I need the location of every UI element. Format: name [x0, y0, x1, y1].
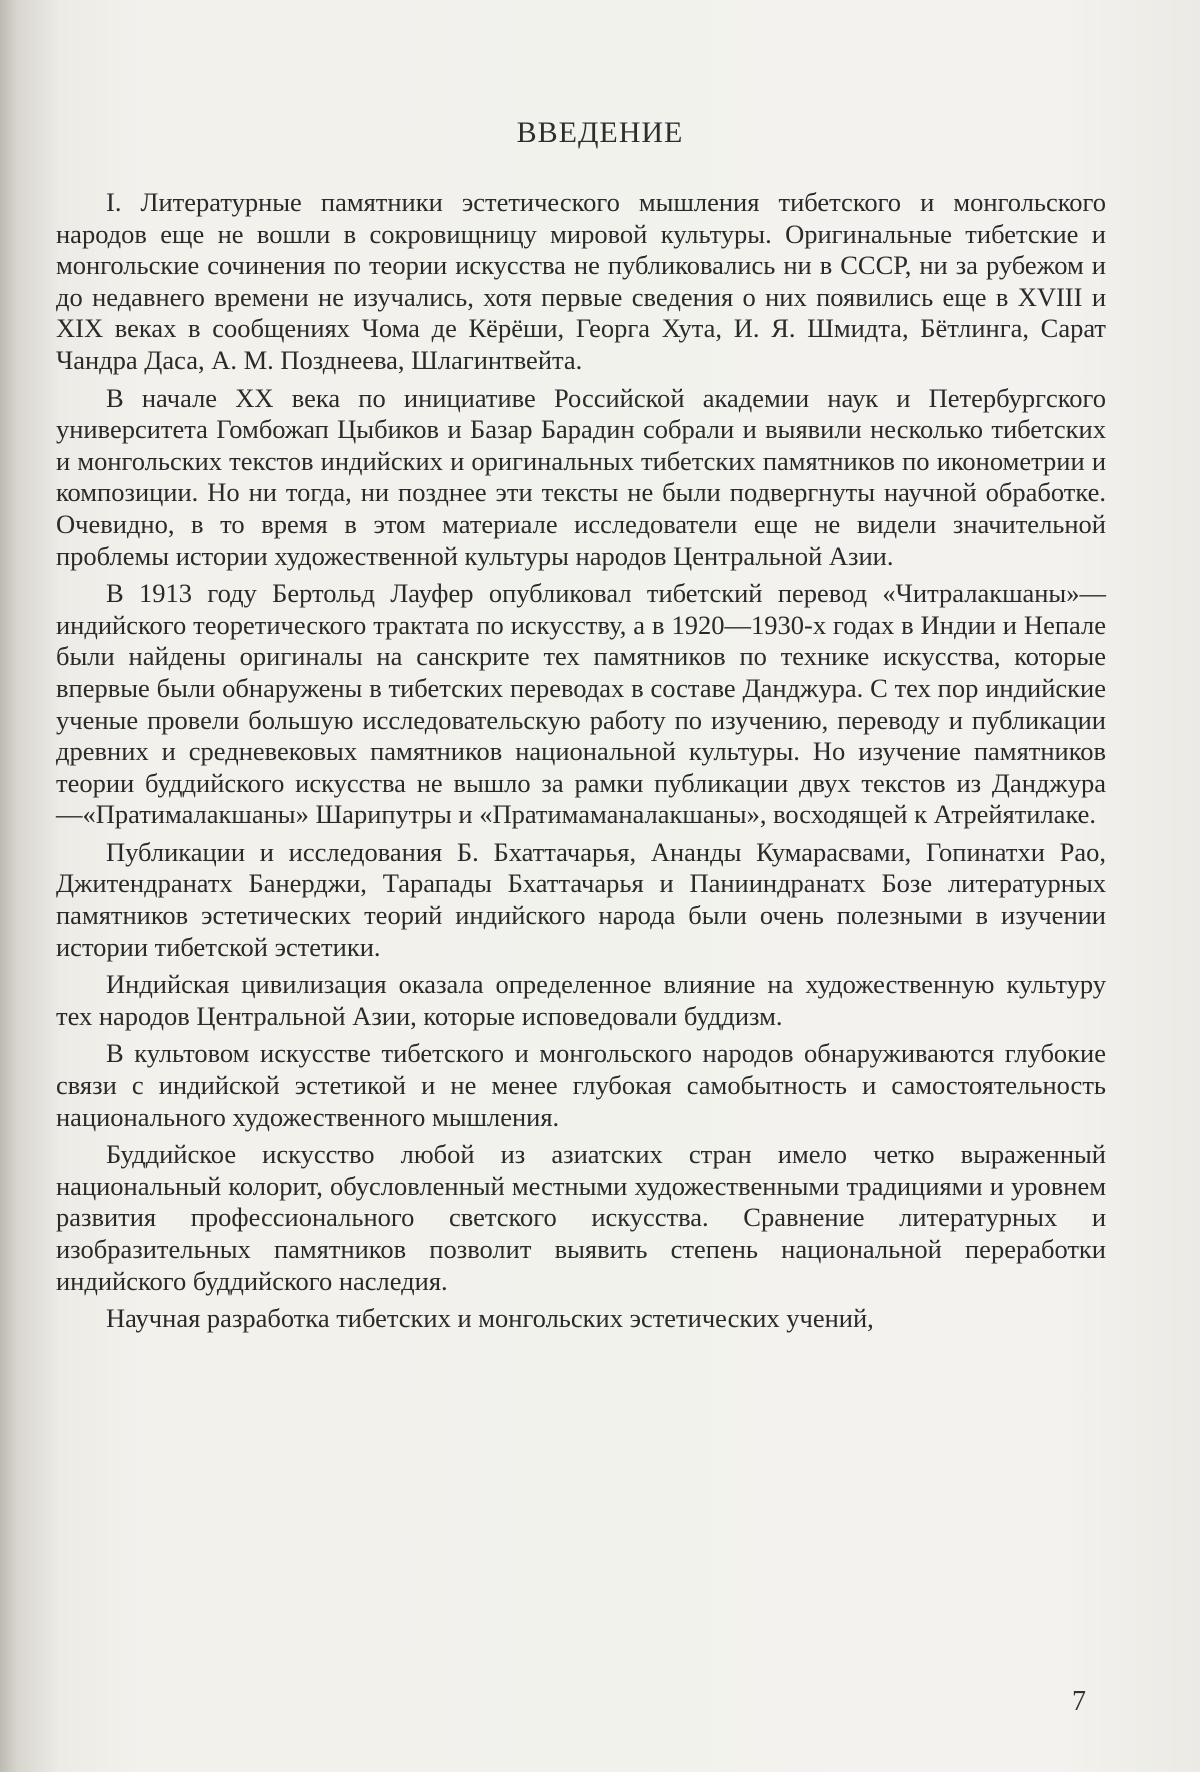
paragraph: В культовом искусстве тибетского и монгольского народов обнаруживаются глубокие связи с индийской эстетикой и не менее глубокая самобытность и самостоятельность национального художественного мышления. — [56, 1038, 1106, 1132]
paragraph: Буддийское искусство любой из азиатских стран имело четко выраженный национальный колорит, обусловленный местными художественными традициями и уровнем развития профессионального светского искусства. Сравнение литературных и изобразительных памятников позволит выявить степень национальной переработки индийского буддийского наследия. — [56, 1139, 1106, 1296]
paragraph: Публикации и исследования Б. Бхаттачарья, Ананды Кумарасвами, Гопинатхи Рао, Джитендранатх Банерджи, Тарапады Бхаттачарья и Панииндранатх Бозе литературных памятников эстетических теорий индийского народа были очень полезными в изучении истории тибетской эстетики. — [56, 836, 1106, 962]
paragraph: Научная разработка тибетских и монгольских эстетических учений, — [106, 1303, 874, 1334]
paragraph: В 1913 году Бертольд Лауфер опубликовал тибетский перевод «Читралакшаны»— индийского теоретического трактата по искусству, а в 1920—1930-х годах в Индии и Непале были найдены оригиналы на санскрите тех памятников по технике искусства, которые впервые были обнаружены в тибетских переводах в составе Данджура. С тех пор индийские ученые провели большую исследовательскую работу по изучению, переводу и публикации древних и средневековых памятников национальной культуры. Но изучение памятников теории буддийского искусства не вышло за рамки публикации двух текстов из Данджура —«Пратималакшаны» Шарипутры и «Пратимаманалакшаны», восходящей к Атрейятилаке. — [56, 578, 1106, 830]
paragraph: В начале XX века по инициативе Российской академии наук и Петербургского университета Гомбожап Цыбиков и Базар Барадин собрали и выявили несколько тибетских и монгольских текстов индийских и оригинальных тибетских памятников по иконометрии и композиции. Но ни тогда, ни позднее эти тексты не были подвергнуты научной обработке. Очевидно, в то время в этом материале исследователи еще не видели значительной проблемы истории художественной культуры народов Центральной Азии. — [56, 382, 1106, 571]
paragraph: I. Литературные памятники эстетического мышления тибетского и монгольского народов еще не вошли в сокровищницу мировой культуры. Оригинальные тибетские и монгольские сочинения по теории искусства не публиковались ни в СССР, ни за рубежом и до недавнего времени не изучались, хотя первые сведения о них появились еще в XVIII и XIX веках в сообщениях Чома де Кёрёши, Георга Хута, И. Я. Шмидта, Бётлинга, Сарат Чандра Даса, А. М. Позднеева, Шлагинтвейта. — [56, 187, 1106, 375]
chapter-heading: ВВЕДЕНИЕ — [516, 116, 684, 149]
body-text — [56, 187, 1106, 1335]
page-number: 7 — [1072, 1686, 1086, 1717]
paragraph: Индийская цивилизация оказала определенное влияние на художественную культуру тех народов Центральной Азии, которые исповедовали буддизм. — [56, 969, 1106, 1031]
